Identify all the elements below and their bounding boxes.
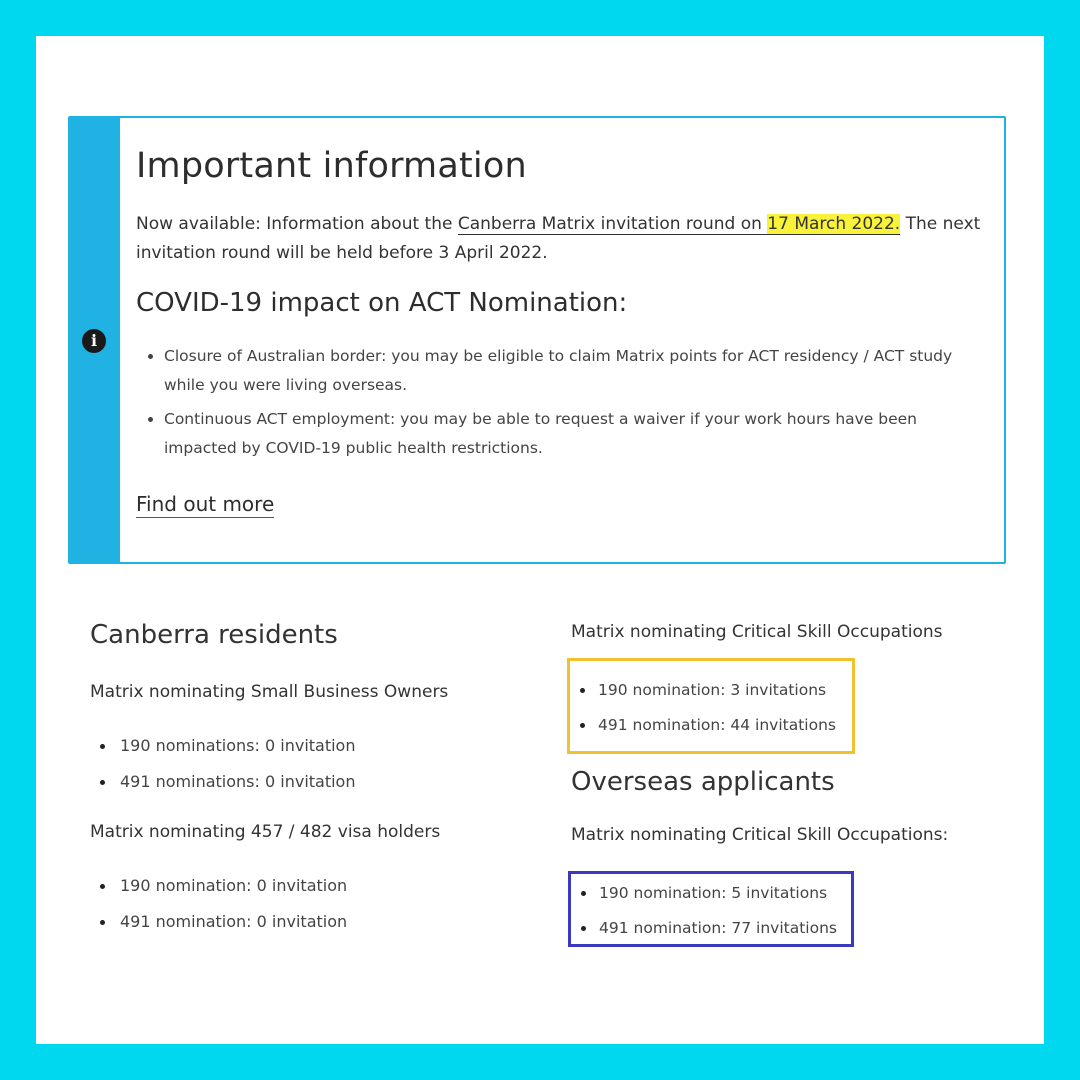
covid-bullet-employment: • Continuous ACT employment: you may be able to request a waiver if your work hours have been impacted by COVID-19 public health restrictions. bbox=[164, 405, 990, 463]
important-info-callout bbox=[68, 116, 1006, 564]
list-item: 190 nomination: 5 invitations bbox=[571, 876, 851, 911]
visa-holders-heading: Matrix nominating 457 / 482 visa holders bbox=[90, 822, 441, 842]
overseas-column bbox=[571, 767, 1011, 845]
small-business-list bbox=[90, 728, 530, 800]
canberra-critical-skill-heading: Matrix nominating Critical Skill Occupations bbox=[571, 622, 943, 642]
invitation-round-link[interactable]: Canberra Matrix invitation round on 17 March 2022. bbox=[457, 214, 901, 234]
covid-bullet-list bbox=[136, 342, 990, 463]
canberra-critical-skill-list bbox=[570, 673, 852, 743]
callout-body bbox=[136, 146, 990, 518]
info-icon: i bbox=[82, 329, 106, 353]
list-item: 190 nomination: 3 invitations bbox=[570, 673, 852, 708]
announcement-paragraph bbox=[136, 210, 990, 268]
overseas-applicants-heading: Overseas applicants bbox=[571, 767, 835, 797]
covid-bullet-border: • Closure of Australian border: you may be eligible to claim Matrix points for ACT residency / ACT study while you were living overseas. bbox=[164, 342, 990, 400]
list-item: 491 nomination: 44 invitations bbox=[570, 708, 852, 743]
overseas-critical-skill-heading: Matrix nominating Critical Skill Occupations: bbox=[571, 825, 949, 845]
list-item: 491 nomination: 77 invitations bbox=[571, 911, 851, 946]
overseas-critical-skill-box bbox=[568, 871, 854, 947]
callout-accent-bar bbox=[70, 118, 120, 562]
announcement-suffix: The next invitation round will be held before 3 April 2022. bbox=[136, 214, 981, 263]
covid-heading: COVID-19 impact on ACT Nomination: bbox=[136, 288, 628, 318]
small-business-heading: Matrix nominating Small Business Owners bbox=[90, 682, 449, 702]
visa-holders-list bbox=[90, 868, 530, 940]
callout-title: Important information bbox=[136, 146, 527, 186]
find-out-more-link[interactable]: Find out more bbox=[136, 492, 275, 516]
overseas-critical-skill-list bbox=[571, 876, 851, 946]
announcement-prefix: Now available: Information about the bbox=[136, 214, 458, 234]
list-item: 190 nominations: 0 invitation bbox=[90, 728, 530, 764]
canberra-critical-skill-box bbox=[567, 658, 855, 754]
list-item: 491 nominations: 0 invitation bbox=[90, 764, 530, 800]
list-item: 491 nomination: 0 invitation bbox=[90, 904, 530, 940]
right-column bbox=[571, 622, 1011, 642]
canberra-residents-heading: Canberra residents bbox=[90, 620, 338, 650]
content-frame bbox=[36, 36, 1044, 1044]
highlighted-date[interactable]: 17 March 2022. bbox=[767, 214, 901, 234]
list-item: 190 nomination: 0 invitation bbox=[90, 868, 530, 904]
canberra-residents-column bbox=[90, 620, 530, 940]
